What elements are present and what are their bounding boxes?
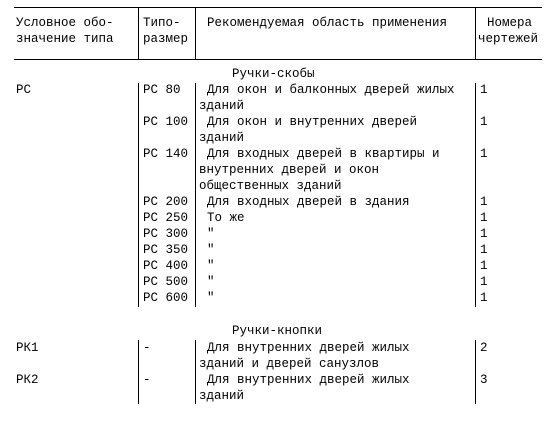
row-drawing: 1 bbox=[480, 115, 488, 129]
row-size: РС 300 bbox=[143, 227, 189, 241]
row-desc-line: зданий bbox=[199, 99, 245, 113]
row-desc-line: зданий bbox=[199, 131, 245, 145]
row-desc-ditto: " bbox=[207, 227, 215, 241]
row-size: - bbox=[143, 341, 151, 355]
row-desc-line: То же bbox=[207, 211, 245, 225]
header-divider-3 bbox=[475, 8, 476, 59]
section-title-handles-knobs: Ручки-кнопки bbox=[232, 324, 323, 338]
row-drawing: 1 bbox=[480, 275, 488, 289]
row-size: РС 80 bbox=[143, 83, 181, 97]
section2-divider-3 bbox=[475, 340, 476, 404]
row-desc-ditto: " bbox=[207, 243, 215, 257]
header-divider-1 bbox=[138, 8, 139, 59]
row-desc-ditto: " bbox=[207, 259, 215, 273]
row-desc-line: Для внутренних дверей жилых bbox=[207, 373, 410, 387]
row-desc-ditto: " bbox=[207, 275, 215, 289]
row-size: РС 350 bbox=[143, 243, 189, 257]
header-bottom-rule bbox=[14, 59, 542, 60]
row-desc-line: внутренних дверей и окон bbox=[199, 163, 380, 177]
header-size-line1: Типо- bbox=[143, 16, 181, 30]
row-desc-line: Для окон и балконных дверей жилых bbox=[207, 83, 455, 97]
row-size: - bbox=[143, 373, 151, 387]
section2-divider-1 bbox=[138, 340, 139, 404]
header-drawings-line1: Номера bbox=[487, 16, 533, 30]
section1-type: РС bbox=[16, 83, 32, 97]
row-type: РК1 bbox=[16, 341, 39, 355]
row-desc-line: Для внутренних дверей жилых bbox=[207, 341, 410, 355]
row-desc-line: зданий bbox=[199, 389, 245, 403]
row-size: РС 600 bbox=[143, 291, 189, 305]
header-type-line1: Условное обо- bbox=[16, 16, 114, 30]
header-divider-2 bbox=[195, 8, 196, 59]
section2-divider-2 bbox=[195, 340, 196, 404]
table-top-rule bbox=[14, 7, 542, 8]
row-desc-line: Для входных дверей в квартиры и bbox=[207, 147, 440, 161]
row-desc-line: Для окон и внутренних дверей bbox=[207, 115, 418, 129]
row-desc-line: зданий и дверей санузлов bbox=[199, 357, 380, 371]
row-type: РК2 bbox=[16, 373, 39, 387]
row-drawing: 1 bbox=[480, 227, 488, 241]
row-desc-line: Для входных дверей в здания bbox=[207, 195, 410, 209]
header-type-line2: значение типа bbox=[16, 32, 114, 46]
row-drawing: 3 bbox=[480, 373, 488, 387]
row-drawing: 2 bbox=[480, 341, 488, 355]
row-drawing: 1 bbox=[480, 259, 488, 273]
row-drawing: 1 bbox=[480, 147, 488, 161]
header-application: Рекомендуемая область применения bbox=[207, 16, 448, 30]
row-desc-ditto: " bbox=[207, 291, 215, 305]
section1-divider-3 bbox=[475, 83, 476, 307]
section1-divider-1 bbox=[138, 83, 139, 307]
row-size: РС 250 bbox=[143, 211, 189, 225]
row-size: РС 500 bbox=[143, 275, 189, 289]
row-drawing: 1 bbox=[480, 243, 488, 257]
row-drawing: 1 bbox=[480, 195, 488, 209]
row-size: РС 100 bbox=[143, 115, 189, 129]
row-drawing: 1 bbox=[480, 291, 488, 305]
row-desc-line: общественных зданий bbox=[199, 179, 342, 193]
row-drawing: 1 bbox=[480, 211, 488, 225]
section1-divider-2 bbox=[195, 83, 196, 307]
header-size-line2: размер bbox=[143, 32, 189, 46]
header-drawings-line2: чертежей bbox=[478, 32, 539, 46]
row-size: РС 140 bbox=[143, 147, 189, 161]
row-drawing: 1 bbox=[480, 83, 488, 97]
row-size: РС 400 bbox=[143, 259, 189, 273]
section-title-handles-brackets: Ручки-скобы bbox=[232, 67, 315, 81]
row-size: РС 200 bbox=[143, 195, 189, 209]
